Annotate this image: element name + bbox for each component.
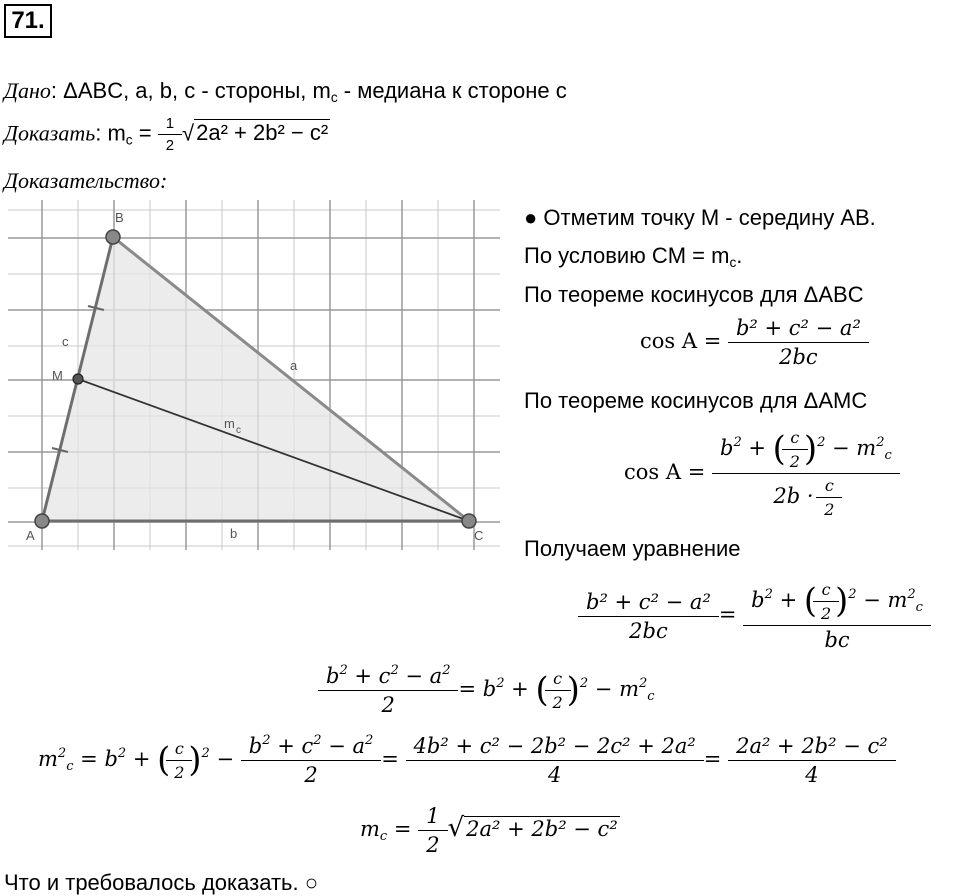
f6-sqrt: 2a² + 2b² − c² (466, 817, 618, 841)
step-2-sub: c (729, 255, 737, 271)
step-2-text: По условию CM = m (524, 243, 730, 268)
label-median-sub: c (236, 425, 241, 436)
formula-cos-amc: cos A = $b^2$ + ( $\frac{c}{2}$ )$^2 - m^2_c$ 2b · $\frac{c}{2}$ (624, 428, 900, 519)
f3-rhs-den: bc (743, 625, 931, 652)
given-statement: : ΔABC, a, b, c - стороны, m (50, 78, 331, 103)
label-b-vertex: B (115, 210, 124, 225)
prove-sqrt: 2a² + 2b² − c² (196, 120, 329, 146)
given-median-text: - медиана к стороне c (337, 78, 567, 103)
f4-lhs-den: 2 (318, 690, 458, 717)
label-median-m: m (224, 416, 235, 431)
step-5: Получаем уравнение (524, 536, 741, 561)
conclusion: Что и требовалось доказать. ○ (4, 870, 319, 895)
f6-num: 1 (426, 804, 440, 828)
f3-lhs-den: 2bc (578, 616, 719, 643)
step-1: ● Отметим точку M - середину AB. (524, 205, 876, 230)
task-number: 71. (4, 4, 52, 38)
formula-cos-abc (640, 316, 869, 369)
f1-num: b² + c² − a² (735, 316, 861, 340)
step-3: По теореме косинусов для ΔABC (524, 282, 864, 307)
cos-label-1: cos A = (640, 329, 722, 353)
f5-mid-den: 4 (406, 760, 704, 787)
triangle-fill (42, 237, 469, 521)
step-4: По теореме косинусов для ΔAMC (524, 388, 868, 413)
label-c-vertex: C (474, 528, 484, 543)
step-2-end: . (736, 243, 743, 268)
f2-den: 2b · (773, 484, 821, 508)
cos-label-2: cos A = (624, 460, 706, 484)
f5-mid-num: 4b² + c² − 2b² − 2c² + 2a² (413, 734, 696, 758)
f3-lhs-num: b² + c² − a² (586, 589, 711, 614)
prove-line: Доказать: $m_c$ = $\frac{1}{2}$ √2a² + 2b² − c² (4, 115, 329, 154)
prove-label: Доказать (4, 120, 96, 146)
given-line (4, 78, 567, 104)
step-2 (524, 243, 742, 269)
point-b (106, 230, 120, 244)
prove-lhs: : m (95, 120, 126, 146)
formula-step4: $\frac{b^2 + c^2 - a^2}{2}$ = $b^2$ + ( $\frac{c}{2}$ )$^2 - m^2_c$ (318, 664, 655, 717)
formula-result: $m_c$ = $\frac{1}{2}$ √2a² + 2b² − c² (360, 804, 618, 857)
point-c (462, 514, 476, 528)
prove-frac-num: 1 (165, 115, 175, 132)
f6-den: 2 (418, 830, 447, 857)
label-side-a: a (290, 358, 298, 373)
given-median-sub: c (330, 90, 338, 106)
f5-end-den: 4 (728, 760, 896, 787)
point-a (35, 514, 49, 528)
f5-end-num: 2a² + 2b² − c² (736, 734, 888, 758)
formula-equation: $\frac{\text{b² + c² − a²}}{2bc}$ = $b^2$ + ( $\frac{c}{2}$ )$^2 - m^2_c$ bc (578, 580, 931, 652)
label-a-vertex: A (26, 528, 35, 543)
label-side-c: c (62, 334, 69, 349)
label-side-b: b (230, 526, 238, 541)
point-m (73, 374, 83, 384)
prove-frac-den: 2 (158, 134, 182, 154)
formula-step5: $m^2_c = b^2$ + ( $\frac{c}{2}$ )$^2$ − $\frac{b^2 + c^2 - a^2}{2}$ = $\frac{\text{4b² + c² − 2b² − 2c² + 2a²}}{4}$ = $\frac{\text{2a² + 2b² − c²}}{4}$ (38, 734, 896, 787)
f1-den: 2bc (728, 342, 869, 369)
proof-label: Доказательство: (4, 168, 168, 193)
triangle-figure (8, 200, 504, 550)
given-label: Дано (4, 78, 51, 103)
label-m: M (52, 368, 63, 383)
